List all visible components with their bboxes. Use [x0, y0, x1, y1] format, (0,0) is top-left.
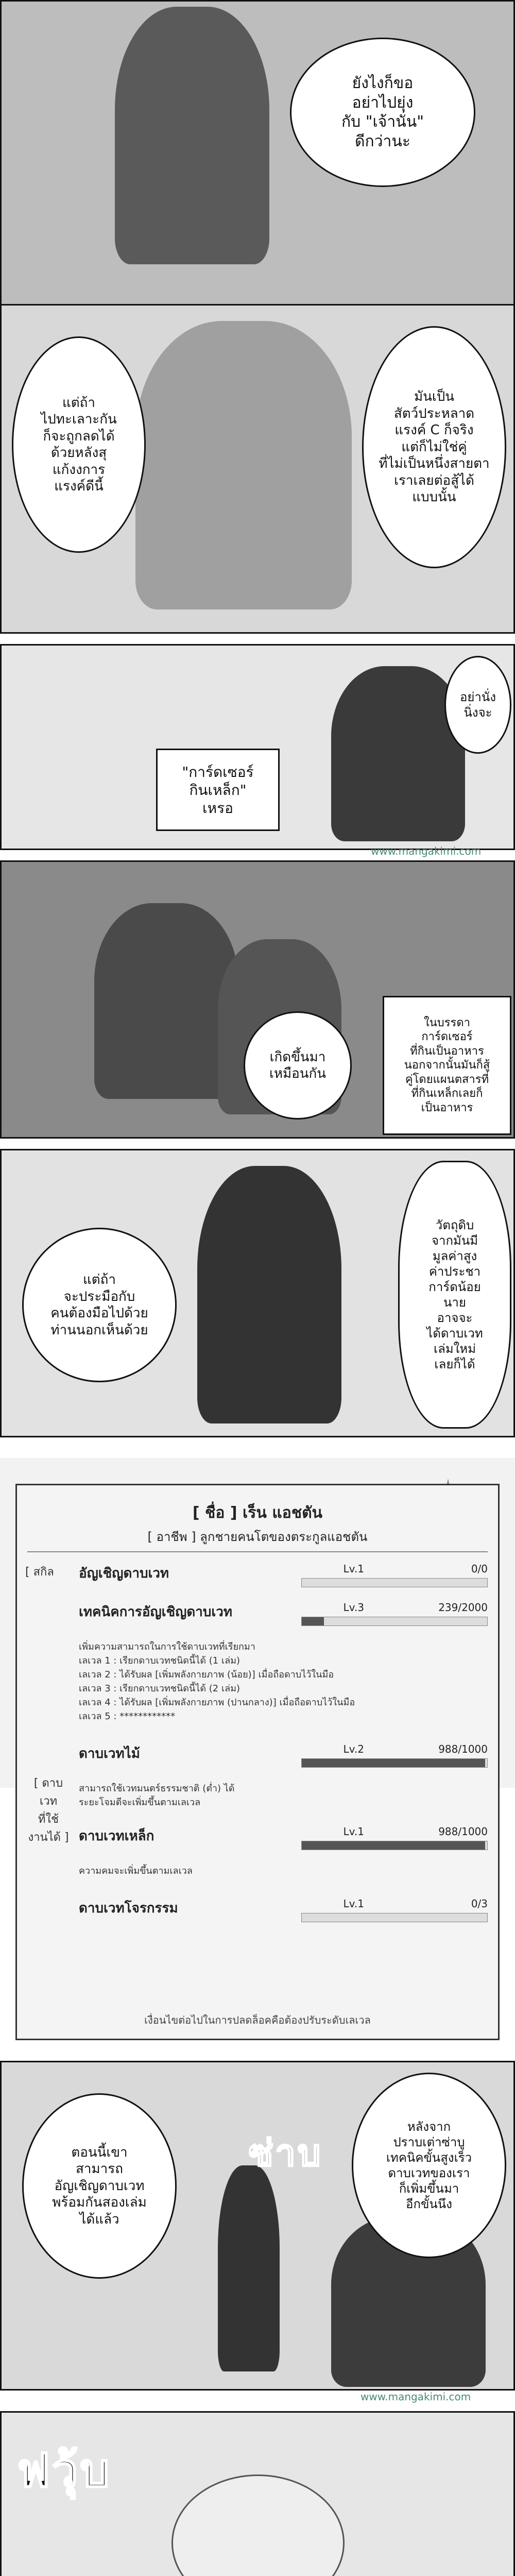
weapon-exp: 988/1000 — [438, 1825, 488, 1838]
sound-effect: ซ่าบ — [249, 2131, 323, 2174]
skill-description: เพิ่มความสามารถในการใช้ดาบเวทที่เรียกมา เลเวล 1 : เรียกดาบเวทชนิดนี้ได้ (1 เล่ม) เลเวล 2 : ได้รับผล [เพิ่มพลังกายภาพ (น้อย)] เมื่อถือดาบไว้ในมือ เลเวล 3 : เรียกดาบเวทชนิดนี้ได้ (2 เล่ม) เลเวล 4 : ได้รับผล [เพิ่มพลังกายภาพ (ปานกลาง)] เมื่อถือดาบไว้ในมือ เลเวล 5 : ************ — [79, 1641, 355, 1722]
weapon-exp-bar — [301, 1841, 488, 1850]
status-footer: เงื่อนไขต่อไปในการปลดล็อคคือต้องปรับระดับเลเวล — [144, 2014, 371, 2026]
monster-statue — [94, 903, 238, 1099]
speech-bubble: อย่านั่ง นิ่งจะ — [444, 656, 511, 754]
skill-level: Lv.3 — [343, 1601, 364, 1614]
weapon-exp-bar — [301, 1758, 488, 1768]
skill-name: อัญเชิญดาบเวท — [79, 1566, 169, 1581]
skill-section-label: [ สกิล — [25, 1566, 54, 1579]
skill-exp: 0/0 — [471, 1563, 488, 1575]
skill-level: Lv.1 — [343, 1563, 364, 1575]
weapon-description: สามารถใช้เวทมนตร์ธรรมชาติ (ต่ำ) ได้ ระยะโจมตีจะเพิ่มขึ้นตามเลเวล — [79, 1783, 235, 1808]
status-name: [ ชื่อ ] เร็น แอชตัน — [192, 1504, 323, 1522]
skill-row — [79, 1563, 488, 1594]
panel-2 — [0, 644, 515, 850]
speech-bubble: ยังไงก็ขอ อย่าไปยุ่ง กับ "เจ้านั่น" ดีกว่านะ — [290, 38, 475, 187]
panel-4 — [0, 1149, 515, 1437]
weapon-name: ดาบเวทโจรกรรม — [79, 1901, 178, 1916]
speech-bubble: แต่ถ้า จะประมือกับ คนต้องมือไปด้วย ท่านนอกเห็นด้วย — [22, 1228, 177, 1382]
weapon-description: ความคมจะเพิ่มขึ้นตามเลเวล — [79, 1866, 193, 1876]
speech-bubble: แต่ถ้า ไปทะเลาะกัน ก็จะถูกลดได้ ด้วยหลังสุ แก้งงการ แรงค์ดีนี้ — [12, 336, 146, 553]
character-boy — [218, 2165, 280, 2371]
weapon-exp: 0/3 — [471, 1897, 488, 1910]
panel-1 — [0, 0, 515, 355]
watermark: www.mangakimi.com — [360, 2391, 471, 2403]
weapon-row — [79, 1743, 488, 1774]
weapon-name: ดาบเวทเหล็ก — [79, 1828, 154, 1844]
weapon-level: Lv.1 — [343, 1825, 364, 1838]
weapon-level: Lv.2 — [343, 1743, 364, 1755]
weapon-row — [79, 1825, 488, 1856]
weapon-section-label: [ ดาบเวท ที่ใช้ งานได้ ] — [28, 1777, 69, 1844]
panel-6 — [0, 2061, 515, 2391]
panel-3 — [0, 860, 515, 1139]
character-red-hair — [115, 7, 269, 264]
rabbit-monster — [171, 2475, 345, 2576]
skill-name: เทคนิคการอัญเชิญดาบเวท — [79, 1604, 232, 1620]
speech-bubble: วัตถุดิบ จากมันมี มูลค่าสูง ค่าประชา การ์ดน้อย นาย อาจจะ ได้ดาบเวท เล่มใหม่ เลยก็ได้ — [398, 1161, 511, 1429]
weapon-exp-fill — [302, 1841, 485, 1850]
skill-exp-bar — [301, 1578, 488, 1587]
weapon-level: Lv.1 — [343, 1897, 364, 1910]
skill-exp: 239/2000 — [438, 1601, 488, 1614]
character-boy — [197, 1166, 341, 1423]
status-window — [15, 1484, 500, 2040]
weapon-row — [79, 1897, 488, 1928]
caption-box: ในบรรดา การ์ดเซอร์ ที่กินเป็นอาหาร นอกจากนั้นมันก็สู้ คู่โดยแผนตสารที่ ที่กินเหล็กเลยก็ เป็นอาหาร — [383, 996, 511, 1135]
skill-exp-bar — [301, 1617, 488, 1626]
speech-bubble: เกิดขึ้นมา เหมือนกัน — [244, 1011, 352, 1120]
weapon-name: ดาบเวทไม้ — [79, 1746, 140, 1761]
panel-1b — [0, 304, 515, 634]
speech-bubble: มันเป็น สัตว์ประหลาด แรงค์ C ก็จริง แต่ก็ไม่ใช่คู่ ที่ไม่เป็นหนึ่งสายตา เราเลยต่อสู้ได้ แบบนั้น — [362, 326, 506, 568]
skill-row — [79, 1601, 488, 1632]
weapon-exp-bar — [301, 1913, 488, 1922]
sound-effect: ฟวุ้บ — [17, 2443, 112, 2498]
character-elder — [135, 321, 352, 609]
weapon-exp-fill — [302, 1759, 485, 1767]
divider — [27, 1551, 488, 1552]
status-title: [ อาชีพ ] ลูกชายคนโตของตระกูลแอชตัน — [147, 1530, 368, 1544]
watermark: www.mangakimi.com — [371, 845, 482, 857]
weapon-exp: 988/1000 — [438, 1743, 488, 1755]
panel-7 — [0, 2411, 515, 2576]
speech-bubble: ตอนนี้เขา สามารถ อัญเชิญดาบเวท พร้อมกันสองเล่ม ได้แล้ว — [22, 2093, 177, 2279]
speech-bubble: หลังจาก ปราบเต่าซ่าบู เทคนิคขั้นสูงเร็ว ดาบเวทของเรา ก็เพิ่มขึ้นมา อีกขั้นนึง — [352, 2073, 506, 2258]
caption-box: "การ์ดเซอร์ กินเหล็ก" เหรอ — [156, 749, 280, 831]
skill-exp-fill — [302, 1617, 324, 1625]
